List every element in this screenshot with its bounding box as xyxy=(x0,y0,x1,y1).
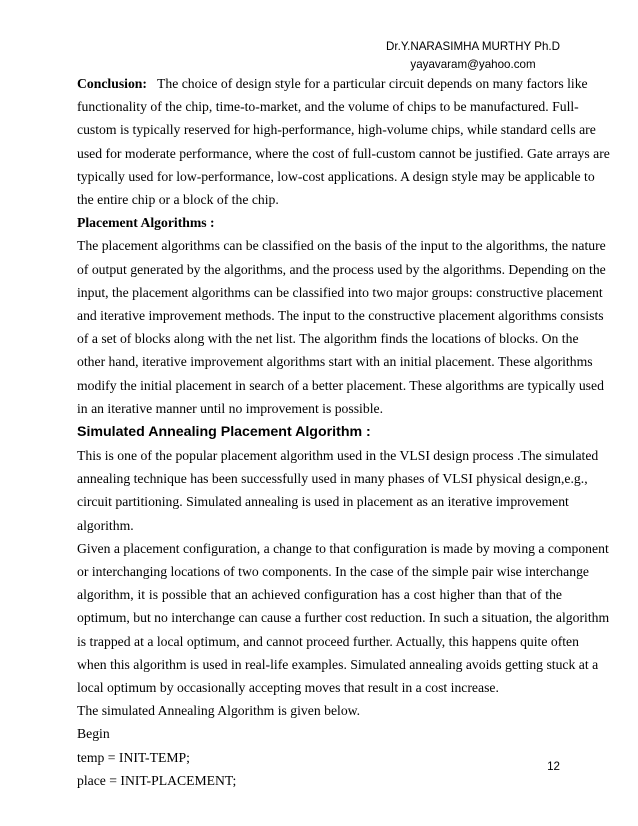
annealing-line: is trapped at a local optimum, and cannot proceed further. Actually, this happens quite often xyxy=(77,633,579,649)
annealing-line: algorithm, it is possible that an achieved configuration has a cost higher than that of the xyxy=(77,587,562,603)
conclusion-line: functionality of the chip, time-to-market, and the volume of chips to be manufactured. Full- xyxy=(77,99,579,115)
placement-section xyxy=(77,211,606,420)
annealing-section xyxy=(77,420,610,792)
annealing-line: This is one of the popular placement algorithm used in the VLSI design process .The simulated xyxy=(77,448,599,464)
conclusion-line: the entire chip or a block of the chip. xyxy=(77,192,279,208)
conclusion-line: used for moderate performance, where the cost of full-custom cannot be justified. Gate arrays are xyxy=(77,145,610,161)
placement-line: of a set of blocks along with the net list. The algorithm finds the locations of blocks. On the xyxy=(77,331,579,347)
placement-line: The placement algorithms can be classified on the basis of the input to the algorithms, the nature xyxy=(77,238,606,254)
author-email: yayavaram@yahoo.com xyxy=(410,58,536,71)
annealing-line: annealing technique has been successfully used in many phases of VLSI physical design,e.g., xyxy=(77,471,588,487)
annealing-line: when this algorithm is used in real-life examples. Simulated annealing avoids getting stuck at a xyxy=(77,656,599,672)
annealing-line: or interchanging locations of two components. In the case of the simple pair wise interchange xyxy=(77,564,589,580)
placement-line: and iterative improvement methods. The input to the constructive placement algorithms consists xyxy=(77,308,604,324)
annealing-line: Given a placement configuration, a change to that configuration is made by moving a component xyxy=(77,540,609,556)
conclusion-line: custom is typically reserved for high-performance, high-volume chips, while standard cells are xyxy=(77,122,596,138)
author-name: Dr.Y.NARASIMHA MURTHY Ph.D xyxy=(386,40,560,53)
annealing-intro: The simulated Annealing Algorithm is given below. xyxy=(77,703,361,719)
annealing-heading: Simulated Annealing Placement Algorithm : xyxy=(77,424,371,441)
annealing-line: optimum, but no interchange can cause a further cost reduction. In such a situation, the algorithm xyxy=(77,610,610,626)
code-line: place = INIT-PLACEMENT; xyxy=(77,772,237,788)
code-line: Begin xyxy=(77,726,110,742)
placement-line: in an iterative manner until no improvement is possible. xyxy=(77,400,384,416)
placement-heading: Placement Algorithms : xyxy=(77,215,215,231)
document-body xyxy=(77,72,610,792)
annealing-line: circuit partitioning. Simulated annealing is used in placement as an iterative improvement xyxy=(77,494,569,510)
conclusion-line xyxy=(77,72,588,95)
conclusion-label: Conclusion: xyxy=(77,76,147,91)
placement-line: other hand, iterative improvement algorithms start with an initial placement. These algorithms xyxy=(77,354,593,370)
page-header xyxy=(386,38,560,74)
conclusion-text: The choice of design style for a particular circuit depends on many factors like xyxy=(157,76,588,91)
placement-line: input, the placement algorithms can be classified into two major groups: constructive placement xyxy=(77,284,603,300)
annealing-line: local optimum by occasionally accepting moves that result in a cost increase. xyxy=(77,680,499,696)
conclusion-line: typically used for low-performance, low-cost applications. A design style may be applicable to xyxy=(77,168,595,184)
code-line: temp = INIT-TEMP; xyxy=(77,749,190,765)
page-number: 12 xyxy=(547,760,560,773)
placement-line: of output generated by the algorithms, and the process used by the algorithms. Depending on the xyxy=(77,261,606,277)
conclusion-paragraph xyxy=(77,72,610,211)
annealing-line: algorithm. xyxy=(77,517,134,533)
placement-line: modify the initial placement in search of a better placement. These algorithms are typically used xyxy=(77,377,604,393)
